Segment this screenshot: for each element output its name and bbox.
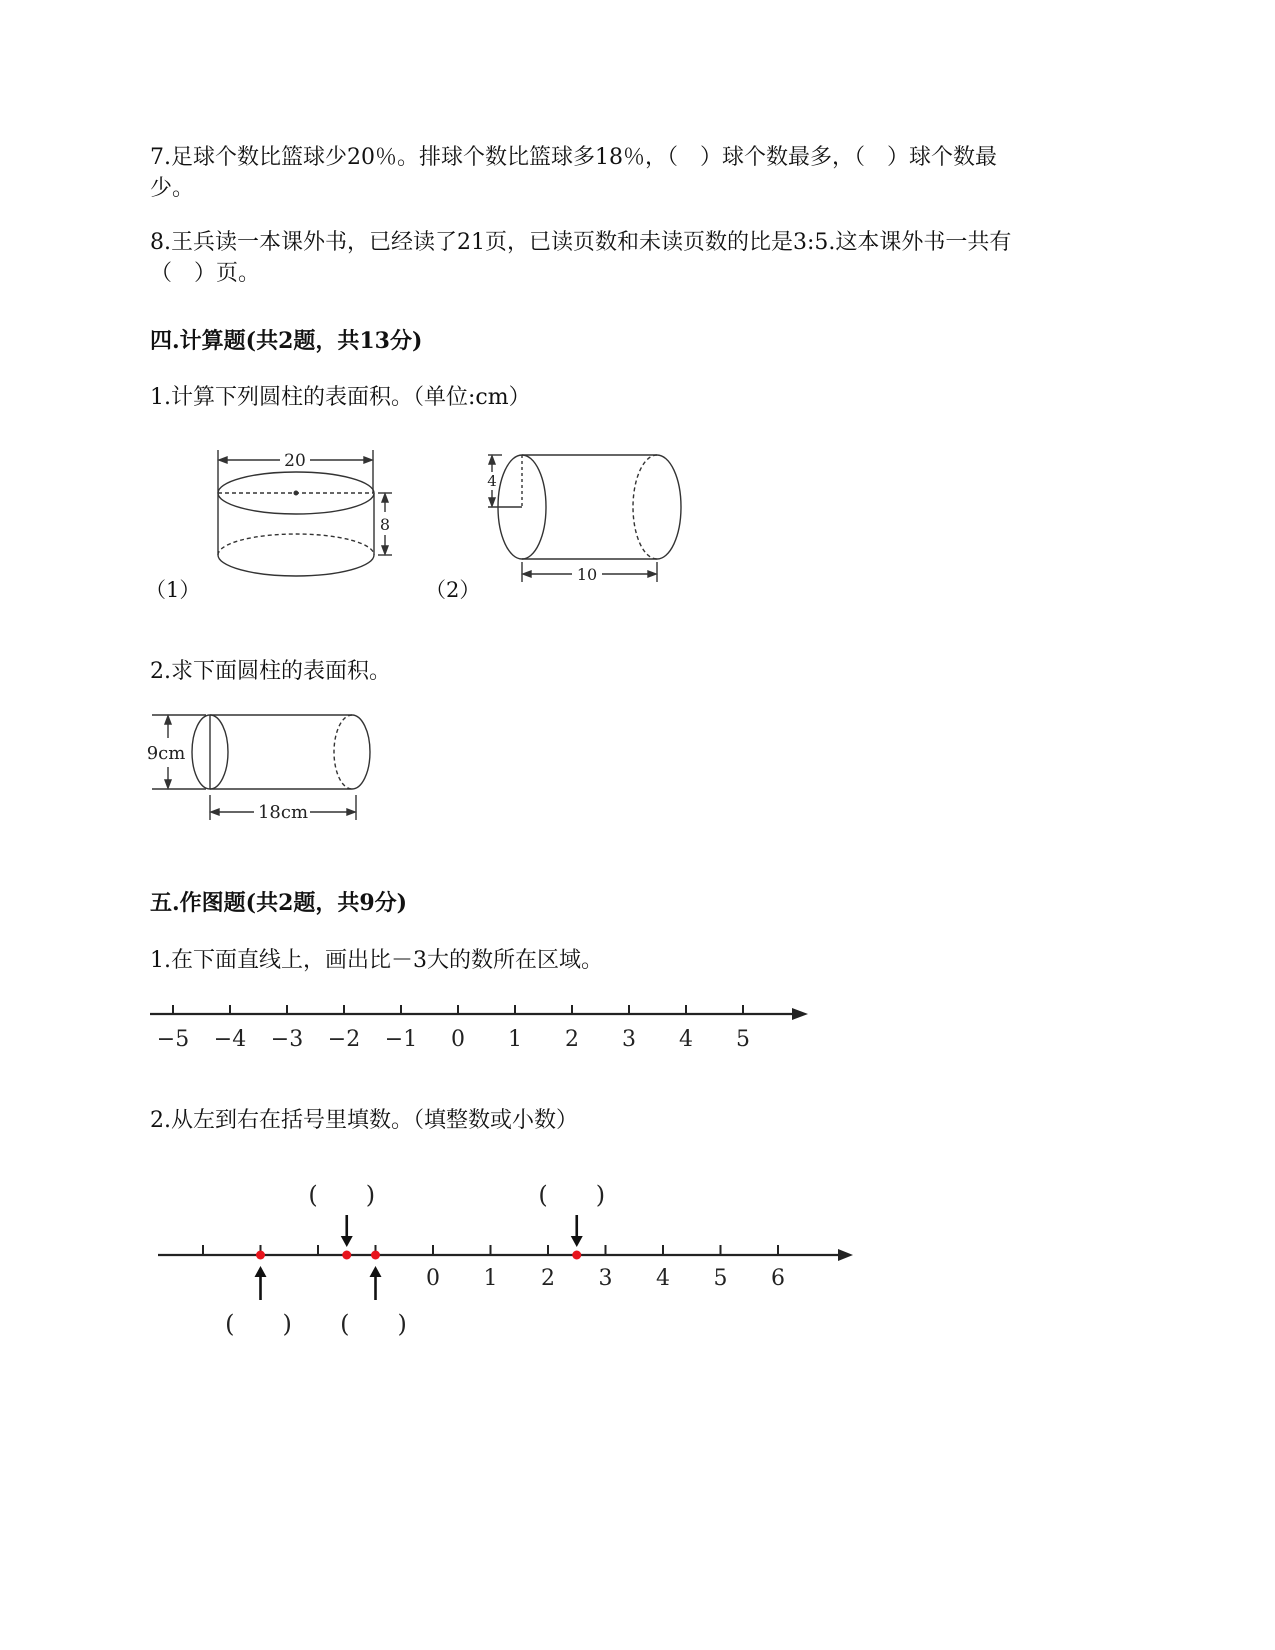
nl2-tick-label: 2 xyxy=(541,1266,555,1291)
nl1-tick-label: −3 xyxy=(270,1027,304,1052)
q7-line1: 7.足球个数比篮球少20％。排球个数比篮球多18％，（ ）球个数最多，（ ）球个数最 xyxy=(150,145,997,170)
nl1-tick-label: −1 xyxy=(384,1027,418,1052)
nl2-arrowhead xyxy=(571,1236,583,1247)
nl2-point xyxy=(342,1251,351,1260)
nl1-tick-label: 2 xyxy=(565,1027,579,1052)
number-line-2 xyxy=(150,1170,860,1350)
nl2-point xyxy=(256,1251,265,1260)
fig1-height-label: 8 xyxy=(379,515,391,534)
section5-heading: 五.作图题(共2题，共9分) xyxy=(150,890,408,916)
nl1-tick-label: 5 xyxy=(736,1027,750,1052)
nl1-tick-label: −4 xyxy=(213,1027,247,1052)
nl2-blank-above[interactable]: ( ) xyxy=(308,1181,376,1209)
nl2-arrowhead xyxy=(370,1266,382,1277)
nl2-point xyxy=(572,1251,581,1260)
cylinder-figure-1 xyxy=(210,445,390,585)
fig1-diameter-label: 20 xyxy=(284,451,306,471)
nl2-blank-above[interactable]: ( ) xyxy=(538,1181,606,1209)
q8-line2: （ ）页。 xyxy=(150,261,261,286)
nl2-tick-label: 3 xyxy=(598,1266,613,1291)
nl2-tick-label: 4 xyxy=(656,1266,670,1291)
nl2-point xyxy=(371,1251,380,1260)
nl1-tick-label: −5 xyxy=(156,1027,190,1052)
nl2-blank-below[interactable]: ( ) xyxy=(225,1310,292,1338)
section4-heading: 四.计算题(共2题，共13分) xyxy=(150,328,423,354)
nl1-tick-label: 3 xyxy=(622,1027,636,1052)
nl1-tick-label: 0 xyxy=(451,1027,465,1052)
cylinder-figure-3 xyxy=(140,708,380,828)
nl2-arrowhead xyxy=(255,1266,267,1277)
q7-line2: 少。 xyxy=(150,176,195,201)
nl1-tick-label: 4 xyxy=(679,1027,693,1052)
s5-q1-text: 1.在下面直线上，画出比－3大的数所在区域。 xyxy=(150,948,603,973)
fig2-tag: （2） xyxy=(425,578,481,602)
number-line-1 xyxy=(145,1000,815,1060)
q8-line1: 8.王兵读一本课外书，已经读了21页，已读页数和未读页数的比是3:5.这本课外书一共有 xyxy=(150,230,1012,255)
nl1-tick-label: −2 xyxy=(327,1027,361,1052)
s5-q2-text: 2.从左到右在括号里填数。（填整数或小数） xyxy=(150,1108,578,1133)
nl2-tick-label: 0 xyxy=(426,1266,440,1291)
nl2-tick-label: 1 xyxy=(483,1266,498,1291)
nl2-arrowhead xyxy=(341,1236,353,1247)
s4-q2-text: 2.求下面圆柱的表面积。 xyxy=(150,659,391,684)
fig2-length-label: 10 xyxy=(576,565,598,584)
fig3-length-label: 18cm xyxy=(257,802,309,823)
cylinder-figure-2 xyxy=(485,448,685,588)
s4-q1-text: 1.计算下列圆柱的表面积。（单位:cm） xyxy=(150,385,531,410)
nl1-tick-label: 1 xyxy=(508,1027,522,1052)
nl2-blank-below[interactable]: ( ) xyxy=(340,1310,407,1338)
nl2-tick-label: 6 xyxy=(771,1266,785,1291)
fig3-diameter-label: 9cm xyxy=(146,743,186,764)
nl2-tick-label: 5 xyxy=(713,1266,728,1291)
fig2-radius-label: 4 xyxy=(487,472,497,490)
fig1-tag: （1） xyxy=(145,578,201,602)
